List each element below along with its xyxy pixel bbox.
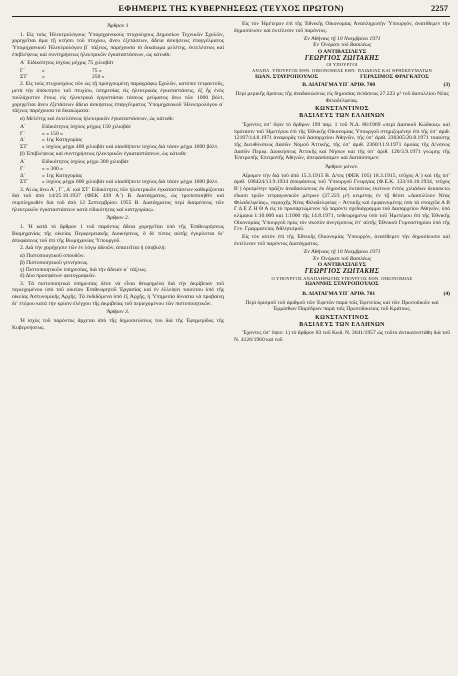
minister-role: Ο ΥΠΟΥΡΓΟΣ ΑΝΑΠΛΗΡΩΤΗΣ ΥΠΟΥΡΓΟΣ ΕΘΝ. ΟΙΚΟΝΟΜΙΑΣ (271, 275, 413, 281)
king-name: ΚΩΝΣΤΑΝΤΙΝΟΣ (315, 106, 369, 113)
minister-name: ΙΩΑΝ. ΣΤΑΥΡΟΠΟΥΛΟΣ (255, 73, 319, 80)
list-item: β) Πιστοποιητικοῦ γεννήσεως. (20, 259, 89, 266)
article-2-heading: Ἄρθρον 2. (106, 215, 130, 222)
paragraph: Ἔχοντες ὑπʼ ὄψιν: 1) τὸ ἄρθρον 83 τοῦ Κωδ. Ν. 3641/1957 ὡς τοῦτο ἀντικατεστάθη διὰ τοῦ Ν. 4126/1960 καὶ τοῦ (234, 330, 450, 344)
specialty-table-1 (20, 68, 224, 81)
date-line: Ἐν Ἀθήναις τῇ 10 Νοεμβρίου 1971 (303, 248, 381, 255)
regent-title: Ο ΑΝΤΙΒΑΣΙΛΕΥΣ (317, 262, 367, 269)
decree-subject: Περὶ μερικῆς ἄρσεως τῆς ἀναδασώσεως εἰς δημοσίας ἐκτάσεως 27.223 μ² τοῦ δασυλλίου Νέας Φιλαδελφείας. (235, 91, 449, 104)
paragraph: Εἰς τὸν αὐτὸν ἐπὶ τῆς Ἐθνικῆς Οἰκονομίας Ὑπουργόν, ἀνατίθεμεν τὴν δημοσίευσιν καὶ ἐκτέλεσιν τοῦ παρόντος Διατάγματος. (234, 234, 450, 247)
specialty-table-2 (20, 124, 224, 151)
requirements-list (20, 253, 224, 280)
paragraph: β) Ἐπιβλέψεως καὶ συντηρήσεως ἠλεκτρικῶν ἐγκαταστάσεων, ὡς κάτωθι: (20, 151, 187, 158)
article-1-heading: Ἄρθρον 1 (107, 23, 129, 29)
columns (12, 21, 450, 345)
gazette-page (12, 4, 450, 672)
left-column (12, 21, 224, 345)
paragraph: α) Μελέτης καὶ ἐκτελέσεως ἠλεκτρικῶν ἐγκαταστάσεων, ὡς κάτωθι: (20, 116, 175, 123)
paragraph: 3. Τὰ πιστοποιητικὰ ὑπηρεσίας δέον νὰ εἶναι θεωρημένα διὰ τὴν ἀκρίβειαν τοῦ περιεχομένου ὑπὸ τοῦ οἰκείου Ἐπιθεωρητοῦ Ἐργασίας καὶ ἐν ἐλλείψει τοιούτου ὑπὸ τῆς οἰκείας Ἀστυνομικῆς Ἀρχῆς. Τὰ ἐκδιδόμενα ὑπὸ ἐξ Ἀρχῆς, ἡ Ὑπηρεσία δύναται νὰ προβαίνῃ διʼ ἑτέρου κατὰ τὴν κρίσιν ἐλέγχου τῆς ἀκριβείας τοῦ περιεχομένου τῶν πιστοποιητικῶν. (12, 280, 224, 307)
table-row: Γ΄ » 75 » (20, 67, 102, 74)
paragraph: Εἰς τὸν Ἡμέτερον ἐπὶ τῆς Ἐθνικῆς Οἰκονομίας Ἀναπληρωτὴν Ὑπουργόν, ἀνατίθεμεν τὴν δημοσίευσιν καὶ ἐκτέλεσιν τοῦ παρόντος. (234, 21, 450, 34)
decree-heading (234, 291, 450, 298)
paragraph: 1. Ἡ κατὰ τὸ ἄρθρον 1 τοῦ παρόντος ἄδεια χορηγεῖται ὑπὸ τῆς Ἐπιθεωρήσεως Βιομηχανίας τῆς οἰκείας Περιφερειακῆς Διοικήσεως, ὅ δὲ τύπος αὐτῆς ἐγκρίνεται διʼ ἀποφάσεως τοῦ ἐπὶ τῆς Βιομηχανίας Ὑπουργοῦ. (12, 224, 224, 244)
paragraph: 1. Εἰς τοὺς Ἠλεκτρολόγους Ὑπομηχανικοὺς πτυχιούχους Δημοσίων Τεχνικῶν Σχολῶν, χορηγεῖται ἄμα τῇ κτήσει τοῦ πτυχίου, ἄνευ ἐξετάσεων, ἄδεια ἀσκήσεως ἐπαγγέλματος Ὑπομηχανικοῦ Ἠλεκτρολόγου β΄ τάξεως, παρέχουσα τὸ δικαίωμα μελέτης, ἐκτελέσεως καὶ ἐπιβλέψεως καὶ συντηρήσεως ἠλεκτρικῶν ἐγκαταστάσεων, ὡς κάτωθι: (12, 31, 224, 58)
table-row: Γ΄ » » 300 » (20, 165, 63, 172)
king-name: ΚΩΝΣΤΑΝΤΙΝΟΣ (315, 315, 369, 322)
right-column (234, 21, 450, 345)
table-row: Γ΄ » » 150 » (20, 130, 63, 137)
regent-title: Ο ΑΝΤΙΒΑΣΙΛΕΥΣ (317, 49, 367, 55)
article-3-heading: Ἄρθρον 3. (106, 309, 130, 316)
paragraph: 2. Διὰ τὴν χορήγησιν τῶν ἐν λόγῳ ἀδειῶν, ἀπαιτεῖται ἡ ὑποβολή: (20, 245, 167, 252)
table-row: ΣΤ΄ » ἰσχύος μέχρι 400 χιλιοβάτ καὶ οἱασδήποτε ἰσχύος διὰ τάσιν μέχρι 1000 βόλτ. (20, 144, 219, 151)
paragraph: Ἡ ἰσχὺς τοῦ παρόντος ἄρχεται ἀπὸ τῆς δημοσιεύσεως του διὰ τῆς Ἐφημερίδος τῆς Κυβερνήσεως. (12, 318, 224, 331)
list-item: α) Πιστοποιητικοῦ σπουδῶν. (20, 253, 85, 260)
list-item: γ) Πιστοποιητικῶν ὑπηρεσίας, διὰ τὴν ἄδειαν α΄ τάξεως. (20, 266, 148, 273)
table-row: ΣΤ΄ » ἰσχύος μέχρι 600 χιλιοβάτ καὶ οἱασδήποτε ἰσχύος διὰ τάσιν μέχρι 1000 βόλτ. (20, 179, 219, 186)
regent-name: ΓΕΩΡΓΙΟΣ ΖΩΙΤΑΚΗΣ (304, 54, 380, 62)
table-row: Α΄ Εἰδικότητος ἰσχύος μέχρι 300 χιλιοβάτ (20, 159, 129, 166)
ministers-heading: ΟΙ ΥΠΟΥΡΓΟΙ (326, 62, 358, 68)
table-lead: Α΄ Εἰδικότητος ἰσχύος μέχρις 75 χιλιοβάτ (20, 59, 114, 66)
ministers-roles: ΑΝΑΠΛ. ΥΠΟΥΡΓΟΣ ΕΘΝ. ΟΙΚΟΝΟΜΙΑΣ ΕΘΝ. ΠΑΙΔΕΙΑΣ ΚΑΙ ΘΡΗΣΚΕΥΜΑΤΩΝ (251, 68, 433, 73)
paragraph: 3. Αἱ ὡς ἄνω Α΄, Γ΄, Δ΄ καὶ ΣΤ΄ Εἰδικότητες τῶν ἠλεκτρικῶν ἐγκαταστάσεων καθορίζονται διὰ τοῦ ἀπὸ 14/25.10.1937 (ΦΕΚ 439 Α΄) Β. Διατάγματος, ὡς τροποποιηθὲν καὶ συμπληρωθὲν διὰ τοῦ ἀπὸ 12 Σεπτεμβρίου 1955 Β. Διατάγματος περὶ διαιρέσεως τῶν ἠλεκτρικῶν ἐγκαταστάσεων κατὰ εἰδικότητας καὶ κατηγορίας». (12, 186, 224, 213)
table-row: ΣΤ΄ » 250 » (20, 74, 105, 81)
decree-number: (4) (443, 290, 450, 297)
table-row: Α΄ Εἰδικότητος ἰσχύος μέχρις 150 χιλιοβάτ (20, 124, 132, 131)
decree-title: Β. ΔΙΑΤΑΓΜΑ ΥΠ΄ ΑΡΙΘ. 700 (302, 82, 376, 89)
regent-line: Ἐν Ὀνόματι τοῦ Βασιλέως (312, 255, 372, 262)
regent-name: ΓΕΩΡΓΙΟΣ ΖΩΙΤΑΚΗΣ (304, 267, 380, 275)
date-line: Ἐν Ἀθήναις τῇ 10 Νοεμβρίου 1971 (303, 35, 381, 42)
paragraph: 2. Εἰς τοὺς πτυχιούχους τῶν ὡς τῇ προηγουμένῃ παραγράφῳ Σχολῶν, κατόπιν τετραετοῦς, μετὰ τὴν ἀπόκτησιν τοῦ πτυχίου, ὑπηρεσίας εἰς ἠλεκτρικὰς ἐγκαταστάσεις, ἐξ ἧς ἑνὸς τοὐλάχιστον ἔτους εἰς ἠλεκτρικὰ ἐργοστάσια τάσεως ρεύματος ἄνω τῶν 1000 βόλτ, χορηγεῖται ἄνευ ἐξετάσεων ἄδεια ἀσκήσεως ἐπαγγέλματος Ὑπομηχανικοῦ Ἠλεκτρολόγου α΄ τάξεως παρέχουσα τὰ δικαιώματα: (12, 81, 224, 115)
minister-names (234, 74, 450, 81)
page-header (12, 4, 450, 17)
decree-number: (3) (443, 82, 450, 89)
page-number: 2257 (431, 3, 448, 13)
table-row: Δ΄ » 1ης Κατηγορίας (20, 137, 83, 144)
king-title: ΒΑΣΙΛΕΥΣ ΤΩΝ ΕΛΛΗΝΩΝ (299, 113, 385, 120)
paragraph: Αἴρομεν τὴν διὰ τοῦ ἀπὸ 15.3.1915 Β. Δ/τος (ΦΕΚ 105) 18.3.1915, τεῦχος Α΄) καὶ τῆς ὑπʼ ἀριθ. 108424/13.9.1934 ἀποφάσεως τοῦ Ὑπουργοῦ Γεωργίας (Φ.Ε.Κ. 133/16.10.1934, τεῦχος Β΄) ὁρισμένην πράξιν ἀναδασώσεως ἐκ δημοσίας ἐκτάσεως ἐκείνων ἐντὸς χιλιάδων δεκαοκτὼ εἴκοσι τριῶν τετραγωνικῶν μέτρων (27.223 μ²) κειμένης ἐν τῇ θέσει «Δασύλλιον Νέας Φιλαδελφείας», περιοχῆς Νέας Φιλαδελφείας – Ἀττικῆς καὶ ἐμφαινομένης ὑπὸ τὰ στοιχεῖα Α Β Γ Δ Ε Ζ Η Θ Α εἰς τὸ προσαρτώμενον τῷ παρόντι σχεδιάγραμμα τοῦ Δασαρχείου Ἀθηνῶν, ὑπὸ κλίμακα 1:10.000 καὶ 1:1000 τῆς 14.8.1971, τεθεωρημένῳ ὑπὸ τοῦ Ἡμετέρου ἐπὶ τῆς Ἐθνικῆς Οἰκονομίας Ὑπουργοῦ πρὸς τὸν σκοπὸν ἀνεγέρσεως ἐπʼ αὐτῆς Ἐθνικοῦ Γυμναστηρίου ὑπὸ τῆς Γεν. Γραμματείας Ἀθλητισμοῦ. (234, 172, 450, 233)
king-title: ΒΑΣΙΛΕΥΣ ΤΩΝ ΕΛΛΗΝΩΝ (299, 321, 385, 328)
gazette-title: ΕΦΗΜΕΡΙΣ ΤΗΣ ΚΥΒΕΡΝΗΣΕΩΣ (ΤΕΥΧΟΣ ΠΡΩΤΟΝ) (118, 3, 344, 13)
decree-heading (234, 82, 450, 89)
list-item: δ) Δύο προσφάτων φωτογραφιῶν. (20, 273, 97, 280)
regent-line: Ἐν Ὀνόματι τοῦ Βασιλέως (312, 42, 372, 49)
minister-name: ΙΩΑΝΝΗΣ ΣΤΑΥΡΟΠΟΥΛΟΣ (305, 281, 379, 288)
article-only-heading: Ἄρθρον μόνον. (325, 164, 359, 171)
minister-name: ΓΕΡΑΣΙΜΟΣ ΦΡΑΓΚΑΤΟΣ (360, 73, 429, 80)
decree-title: Β. ΔΙΑΤΑΓΜΑ ΥΠ΄ ΑΡΙΘ. 701 (302, 290, 376, 297)
decree-subject: Περὶ ὁρισμοῦ τοῦ ἀριθμοῦ τῶν Ἐφετῶν παρὰ τοῖς Ἐφετείοις καὶ τῶν Πρωτοδικῶν καὶ Ἐμμίσθων Παρέδρων παρὰ τοῖς Πρωτοδικείοις τοῦ Κράτους. (245, 299, 439, 313)
table-row: Δ΄ » 1ης Κατηγορίας (20, 172, 83, 179)
paragraph: Ἔχοντες ὑπʼ ὄψιν τὸ ἄρθρον 199 παρ. 1 τοῦ Ν.Δ. 86/1969 «περὶ Δασικοῦ Κώδικος» καὶ πρότασιν τοῦ Ἡμετέρου ἐπὶ τῆς Ἐθνικῆς Οἰκονομίας Ὑπουργοῦ στηριζομένην ἐπὶ τῆς ὑπʼ ἀριθ. 12107/14.8.1971 ἀναφορᾶς τοῦ Δασαρχείου Ἀθηνῶν, τῆς ὑπʼ ἀριθ. 230305/20.8.1971 τοιαύτης τῆς Διευθύνσεως Δασῶν Νομοῦ Ἀττικῆς, τῆς ὑπʼ ἀριθ. 2360/11.9.1971 ὁμοίας τῆς Δ/νσεως Δασῶν Περιφ. Διοικήσεως Ἀττικῆς καὶ Νήσων καὶ τῆς ὑπʼ ἀριθ. 120/3.9.1971 γνώμης τῆς Ἐπιτροπῆς Ἐπιτροπῆς Ἀθηνῶν, ἀπεφασίσαμεν καὶ διατάσσομεν: (234, 121, 450, 162)
specialty-table-3 (20, 159, 224, 186)
